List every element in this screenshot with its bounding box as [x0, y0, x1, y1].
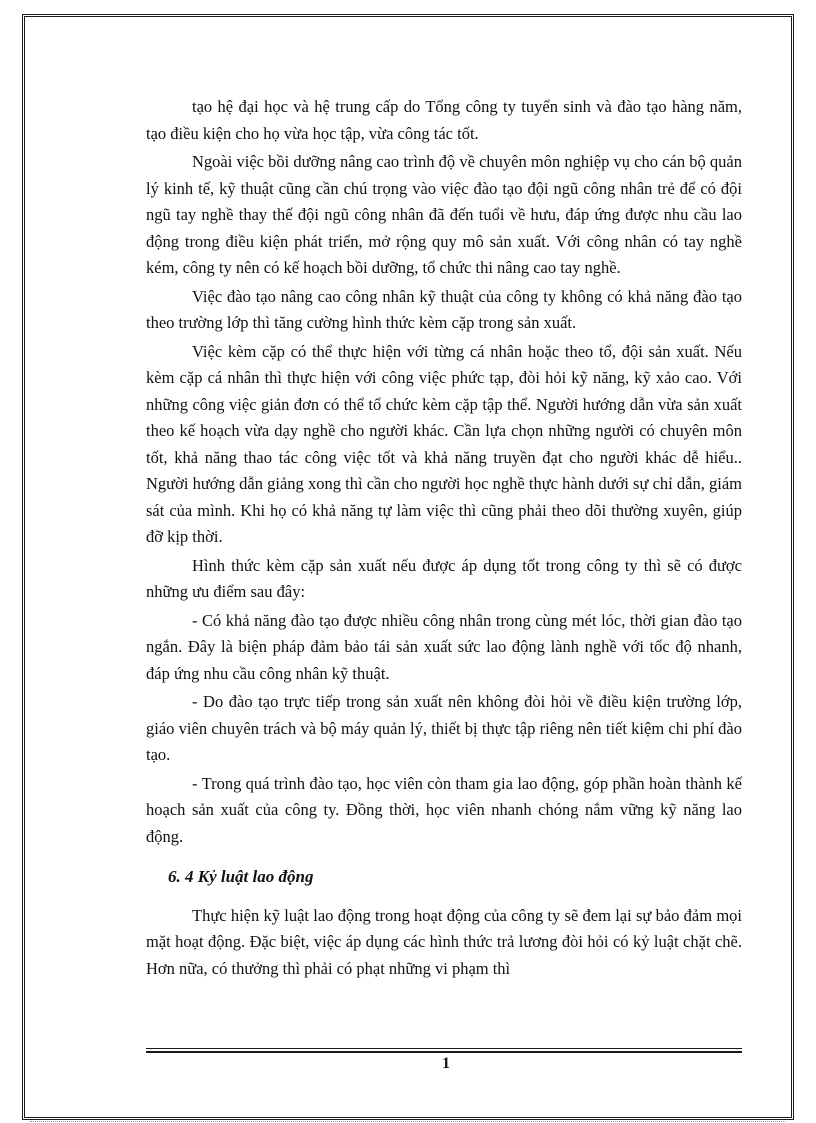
document-body	[146, 94, 742, 984]
paragraph-3: Việc đào tạo nâng cao công nhân kỹ thuật của công ty không có khả năng đào tạo theo trường lớp thì tăng cường hình thức kèm cặp trong sản xuất.	[146, 286, 742, 332]
section-heading: 6. 4 Kỷ luật lao động	[168, 867, 314, 886]
footer-rule-thick	[146, 1051, 742, 1053]
bullet-item-1: - Có khả năng đào tạo được nhiều công nhân trong cùng mét lóc, thời gian đào tạo ngắn. Đây là biện pháp đảm bảo tái sản xuất sức lao động lành nghề với tốc độ nhanh, đáp ứng nhu cầu công nhân kỹ thuật.	[146, 610, 742, 683]
paragraph-4: Việc kèm cặp có thể thực hiện với từng cá nhân hoặc theo tổ, đội sản xuất. Nếu kèm cặp cá nhân thì thực hiện với công việc phức tạp, đòi hỏi kỹ năng, kỹ xảo cao. Với những công việc giản đơn có thể tổ chức kèm cặp tập thể. Người hướng dẫn vừa sản xuất theo kế hoạch vừa dạy nghề cho người khác. Cần lựa chọn những người có chuyên môn tốt, khả năng thao tác công việc tốt và khả năng truyền đạt cho người khác dễ hiểu.. Người hướng dẫn giảng xong thì cần cho người học nghề thực hành dưới sự chỉ dẫn, giám sát của mình. Khi họ có khả năng tự làm việc thì cũng phải theo dõi thường xuyên, giúp đỡ kịp thời.	[146, 341, 742, 546]
paragraph-after-heading: Thực hiện kỹ luật lao động trong hoạt động của công ty sẽ đem lại sự bảo đảm mọi mặt hoạt động. Đặc biệt, việc áp dụng các hình thức trả lương đòi hỏi có kỷ luật chặt chẽ. Hơn nữa, có thưởng thì phải có phạt những vi phạm thì	[146, 905, 742, 978]
bullet-item-2: - Do đào tạo trực tiếp trong sản xuất nên không đòi hỏi về điều kiện trường lớp, giáo viên chuyên trách và bộ máy quản lý, thiết bị thực tập riêng nên tiết kiệm chi phí đào tạo.	[146, 692, 742, 764]
page-number: 1	[442, 1055, 450, 1072]
page-bottom-dotted-line	[30, 1121, 786, 1122]
paragraph-2: Ngoài việc bồi dưỡng nâng cao trình độ về chuyên môn nghiệp vụ cho cán bộ quản lý kinh tế, kỹ thuật cũng cần chú trọng vào việc đào tạo đội ngũ công nhân trẻ để có đội ngũ tay nghề thay thế đội ngũ công nhân đã đến tuổi về hưu, đáp ứng được nhu cầu lao động trong điều kiện phát triển, mở rộng quy mô sản xuất. Với công nhân có tay nghề kém, công ty nên có kế hoạch bồi dưỡng, tổ chức thi nâng cao tay nghề.	[146, 152, 742, 277]
footer-rule	[146, 1048, 742, 1049]
paragraph-5: Hình thức kèm cặp sản xuất nếu được áp dụng tốt trong công ty thì sẽ có được những ưu điểm sau đây:	[146, 555, 742, 601]
paragraph-1: tạo hệ đại học và hệ trung cấp do Tổng công ty tuyển sinh và đào tạo hàng năm, tạo điều kiện cho họ vừa học tập, vừa công tác tốt.	[146, 97, 742, 143]
bullet-item-3: - Trong quá trình đào tạo, học viên còn tham gia lao động, góp phần hoàn thành kế hoạch sản xuất của công ty. Đồng thời, học viên nhanh chóng nắm vững kỹ năng lao động.	[146, 773, 742, 846]
